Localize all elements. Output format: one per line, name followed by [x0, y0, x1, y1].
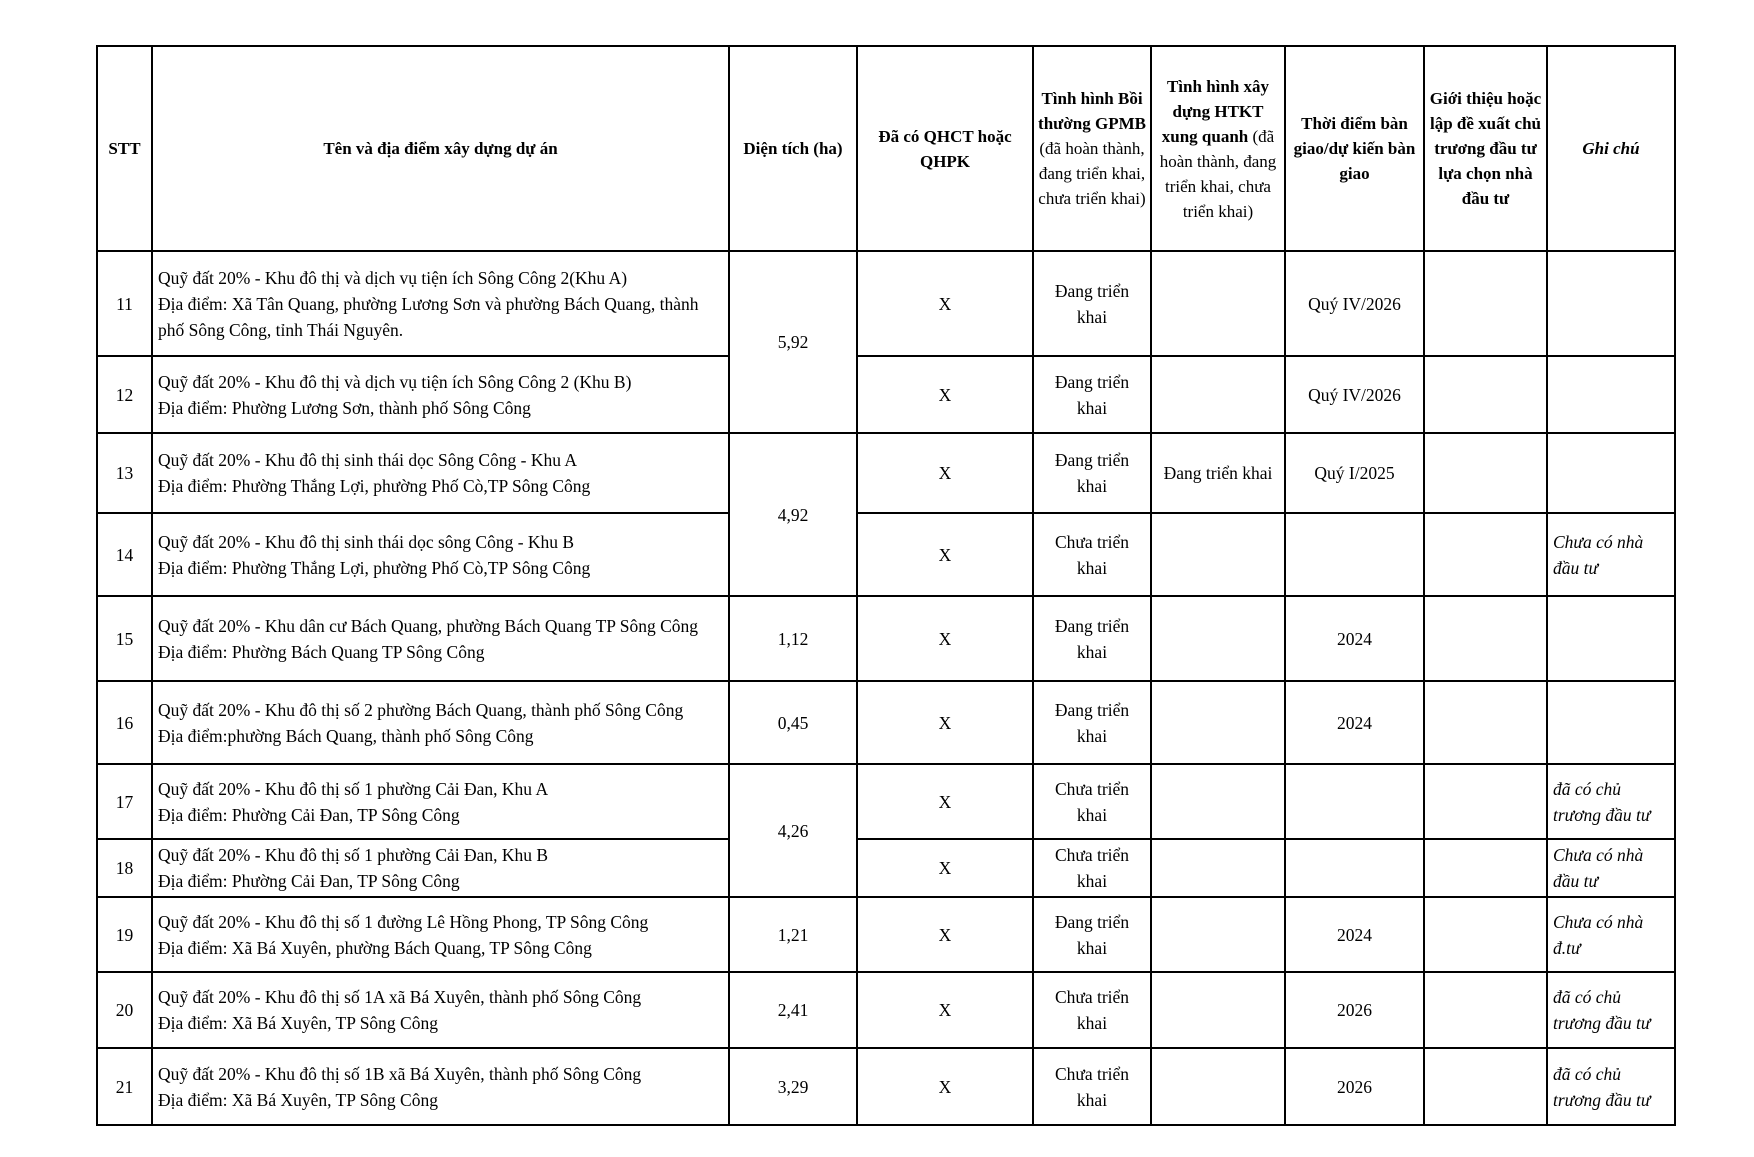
gpmb-status-cell: Đang triển khai — [1033, 596, 1151, 681]
gpmb-status-cell: Chưa triển khai — [1033, 764, 1151, 839]
project-title: Quỹ đất 20% - Khu đô thị số 1 phường Cải Đan, Khu B — [158, 845, 549, 865]
project-title: Quỹ đất 20% - Khu đô thị sinh thái dọc Sông Công - Khu A — [158, 450, 578, 470]
project-location: Địa điểm: Xã Bá Xuyên, TP Sông Công — [158, 1089, 438, 1110]
note-cell: Chưa có nhà đ.tư — [1547, 897, 1675, 972]
area-cell: 3,29 — [729, 1048, 857, 1125]
handover-cell: Quý IV/2026 — [1285, 251, 1424, 356]
projects-table — [96, 45, 1676, 1126]
header-stt: STT — [97, 46, 152, 251]
table-row-13 — [97, 433, 1675, 513]
proposal-cell — [1424, 764, 1547, 839]
note-cell — [1547, 251, 1675, 356]
project-name-cell — [152, 764, 729, 839]
qhct-cell: X — [857, 1048, 1033, 1125]
stt-cell: 11 — [97, 251, 152, 356]
project-name-cell — [152, 972, 729, 1048]
table-row-16 — [97, 681, 1675, 764]
stt-cell: 16 — [97, 681, 152, 764]
area-cell: 4,92 — [729, 433, 857, 596]
htkt-status-cell — [1151, 1048, 1285, 1125]
project-title: Quỹ đất 20% - Khu đô thị số 1B xã Bá Xuyên, thành phố Sông Công — [158, 1063, 642, 1084]
note-cell: Chưa có nhà đầu tư — [1547, 839, 1675, 897]
project-location: Địa điểm: Phường Cải Đan, TP Sông Công — [158, 871, 460, 891]
header-htkt — [1151, 46, 1285, 251]
table-row-19 — [97, 897, 1675, 972]
header-qhct: Đã có QHCT hoặc QHPK — [857, 46, 1033, 251]
gpmb-status-cell: Đang triển khai — [1033, 433, 1151, 513]
handover-cell — [1285, 764, 1424, 839]
proposal-cell — [1424, 596, 1547, 681]
proposal-cell — [1424, 251, 1547, 356]
header-proposal: Giới thiệu hoặc lập đề xuất chủ trương đầu tư lựa chọn nhà đầu tư — [1424, 46, 1547, 251]
qhct-cell: X — [857, 839, 1033, 897]
table-row-15 — [97, 596, 1675, 681]
table-row-14 — [97, 513, 1675, 596]
project-name-cell — [152, 897, 729, 972]
stt-cell: 18 — [97, 839, 152, 897]
stt-cell: 19 — [97, 897, 152, 972]
qhct-cell: X — [857, 433, 1033, 513]
proposal-cell — [1424, 356, 1547, 433]
qhct-cell: X — [857, 513, 1033, 596]
htkt-status-cell — [1151, 681, 1285, 764]
handover-cell — [1285, 513, 1424, 596]
header-handover: Thời điểm bàn giao/dự kiến bàn giao — [1285, 46, 1424, 251]
gpmb-status-cell: Đang triển khai — [1033, 681, 1151, 764]
qhct-cell: X — [857, 681, 1033, 764]
proposal-cell — [1424, 681, 1547, 764]
area-cell: 0,45 — [729, 681, 857, 764]
handover-cell: 2024 — [1285, 596, 1424, 681]
project-name-cell — [152, 681, 729, 764]
table-row-12 — [97, 356, 1675, 433]
project-location: Địa điểm: Phường Thắng Lợi, phường Phố Cò,TP Sông Công — [158, 476, 591, 496]
project-location: Địa điểm: Xã Bá Xuyên, TP Sông Công — [158, 1013, 438, 1033]
gpmb-status-cell: Chưa triển khai — [1033, 839, 1151, 897]
note-cell: Chưa có nhà đầu tư — [1547, 513, 1675, 596]
header-note: Ghi chú — [1547, 46, 1675, 251]
qhct-cell: X — [857, 251, 1033, 356]
project-title: Quỹ đất 20% - Khu đô thị số 1 phường Cải Đan, Khu A — [158, 778, 549, 799]
project-title: Quỹ đất 20% - Khu đô thị số 2 phường Bách Quang, thành phố Sông Công — [158, 699, 684, 720]
note-cell — [1547, 596, 1675, 681]
handover-cell: 2026 — [1285, 972, 1424, 1048]
htkt-status-cell — [1151, 251, 1285, 356]
stt-cell: 17 — [97, 764, 152, 839]
note-cell: đã có chủ trương đầu tư — [1547, 1048, 1675, 1125]
area-cell: 2,41 — [729, 972, 857, 1048]
stt-cell: 15 — [97, 596, 152, 681]
note-cell — [1547, 356, 1675, 433]
proposal-cell — [1424, 513, 1547, 596]
proposal-cell — [1424, 433, 1547, 513]
gpmb-status-cell: Đang triển khai — [1033, 356, 1151, 433]
project-name-cell — [152, 251, 729, 356]
note-cell: đã có chủ trương đầu tư — [1547, 972, 1675, 1048]
handover-cell: Quý IV/2026 — [1285, 356, 1424, 433]
handover-cell: 2024 — [1285, 681, 1424, 764]
project-title: Quỹ đất 20% - Khu đô thị số 1A xã Bá Xuyên, thành phố Sông Công — [158, 987, 642, 1007]
qhct-cell: X — [857, 897, 1033, 972]
project-name-cell — [152, 433, 729, 513]
htkt-status-cell — [1151, 972, 1285, 1048]
header-gpmb-note: (đã hoàn thành, đang triển khai, chưa triển khai) — [1038, 139, 1146, 208]
project-name-cell — [152, 1048, 729, 1125]
project-location: Địa điểm: Phường Bách Quang TP Sông Công — [158, 641, 485, 662]
proposal-cell — [1424, 897, 1547, 972]
project-location: Địa điểm: Xã Tân Quang, phường Lương Sơn và phường Bách Quang, thành phố Sông Công, tỉnh Thái Nguyên. — [158, 293, 699, 340]
project-name-cell — [152, 839, 729, 897]
project-location: Địa điểm: Phường Lương Sơn, thành phố Sông Công — [158, 397, 531, 418]
stt-cell: 14 — [97, 513, 152, 596]
proposal-cell — [1424, 839, 1547, 897]
gpmb-status-cell: Chưa triển khai — [1033, 1048, 1151, 1125]
stt-cell: 12 — [97, 356, 152, 433]
project-name-cell — [152, 356, 729, 433]
table-row-18 — [97, 839, 1675, 897]
stt-cell: 20 — [97, 972, 152, 1048]
project-title: Quỹ đất 20% - Khu đô thị sinh thái dọc sông Công - Khu B — [158, 531, 575, 552]
qhct-cell: X — [857, 356, 1033, 433]
htkt-status-cell — [1151, 839, 1285, 897]
header-gpmb-title: Tình hình Bồi thường GPMB — [1038, 89, 1146, 133]
header-name: Tên và địa điểm xây dựng dự án — [152, 46, 729, 251]
table-header-row — [97, 46, 1675, 251]
project-title: Quỹ đất 20% - Khu dân cư Bách Quang, phường Bách Quang TP Sông Công — [158, 615, 699, 636]
table-row-11 — [97, 251, 1675, 356]
htkt-status-cell — [1151, 764, 1285, 839]
gpmb-status-cell: Đang triển khai — [1033, 251, 1151, 356]
htkt-status-cell — [1151, 356, 1285, 433]
note-cell — [1547, 681, 1675, 764]
handover-cell: 2024 — [1285, 897, 1424, 972]
htkt-status-cell: Đang triển khai — [1151, 433, 1285, 513]
project-location: Địa điểm: Phường Cải Đan, TP Sông Công — [158, 804, 460, 825]
project-location: Địa điểm:phường Bách Quang, thành phố Sông Công — [158, 725, 534, 746]
project-title: Quỹ đất 20% - Khu đô thị số 1 đường Lê Hồng Phong, TP Sông Công — [158, 911, 649, 932]
area-cell: 5,92 — [729, 251, 857, 433]
proposal-cell — [1424, 1048, 1547, 1125]
project-location: Địa điểm: Phường Thắng Lợi, phường Phố Cò,TP Sông Công — [158, 557, 591, 578]
project-location: Địa điểm: Xã Bá Xuyên, phường Bách Quang, TP Sông Công — [158, 937, 592, 958]
htkt-status-cell — [1151, 897, 1285, 972]
handover-cell — [1285, 839, 1424, 897]
table-row-17 — [97, 764, 1675, 839]
header-area: Diện tích (ha) — [729, 46, 857, 251]
project-name-cell — [152, 513, 729, 596]
proposal-cell — [1424, 972, 1547, 1048]
qhct-cell: X — [857, 972, 1033, 1048]
project-title: Quỹ đất 20% - Khu đô thị và dịch vụ tiện ích Sông Công 2(Khu A) — [158, 267, 628, 288]
note-cell: đã có chủ trương đầu tư — [1547, 764, 1675, 839]
stt-cell: 13 — [97, 433, 152, 513]
project-name-cell — [152, 596, 729, 681]
area-cell: 4,26 — [729, 764, 857, 897]
qhct-cell: X — [857, 596, 1033, 681]
gpmb-status-cell: Chưa triển khai — [1033, 972, 1151, 1048]
htkt-status-cell — [1151, 596, 1285, 681]
handover-cell: Quý I/2025 — [1285, 433, 1424, 513]
qhct-cell: X — [857, 764, 1033, 839]
area-cell: 1,21 — [729, 897, 857, 972]
table-row-21 — [97, 1048, 1675, 1125]
handover-cell: 2026 — [1285, 1048, 1424, 1125]
header-gpmb — [1033, 46, 1151, 251]
gpmb-status-cell: Chưa triển khai — [1033, 513, 1151, 596]
project-title: Quỹ đất 20% - Khu đô thị và dịch vụ tiện ích Sông Công 2 (Khu B) — [158, 371, 632, 392]
gpmb-status-cell: Đang triển khai — [1033, 897, 1151, 972]
table-row-20 — [97, 972, 1675, 1048]
stt-cell: 21 — [97, 1048, 152, 1125]
area-cell: 1,12 — [729, 596, 857, 681]
note-cell — [1547, 433, 1675, 513]
htkt-status-cell — [1151, 513, 1285, 596]
header-htkt-note: (đã hoàn thành, đang triển khai, chưa triển khai) — [1159, 126, 1277, 221]
header-htkt-title: Tình hình xây dựng HTKT xung quanh — [1161, 76, 1270, 146]
